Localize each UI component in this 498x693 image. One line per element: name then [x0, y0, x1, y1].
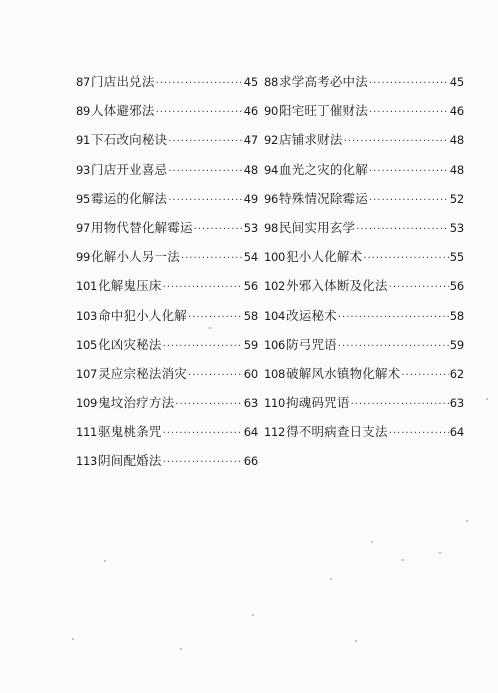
- entry-number: 105: [76, 337, 98, 352]
- leader-dots: [369, 78, 449, 89]
- entry-number: 107: [76, 366, 98, 381]
- entry-title: 霉运的化解法: [91, 190, 168, 206]
- entry-page: 58: [243, 308, 258, 323]
- leader-dots: [344, 136, 449, 147]
- entry-title: 破解风水镇物化解术: [286, 365, 401, 381]
- scan-speck: [439, 552, 441, 554]
- entry-page: 64: [243, 425, 258, 440]
- entry-number: 109: [76, 396, 98, 411]
- entry-number: 102: [264, 279, 286, 294]
- entry-number: 92: [264, 133, 279, 148]
- entry-title: 外邪入体断及化法: [286, 278, 388, 294]
- leader-dots: [369, 195, 449, 206]
- leader-dots: [188, 370, 243, 381]
- leader-dots: [194, 224, 243, 235]
- entry-page: 59: [243, 337, 258, 352]
- leader-dots: [389, 428, 449, 439]
- toc-entry: [76, 422, 258, 451]
- entry-page: 54: [243, 250, 258, 265]
- scan-speck: [252, 614, 254, 616]
- entry-title: 犯小人化解术: [286, 249, 363, 265]
- entry-page: 45: [449, 75, 464, 89]
- scan-speck: [355, 640, 357, 642]
- entry-number: 110: [264, 396, 286, 411]
- leader-dots: [175, 399, 243, 410]
- toc-entry: [76, 218, 258, 247]
- leader-dots: [401, 370, 448, 381]
- toc-entry: [264, 101, 464, 130]
- toc-left-column: [76, 72, 258, 481]
- entry-number: 106: [264, 337, 286, 352]
- scan-speck: [104, 560, 106, 562]
- scan-speck: [180, 648, 182, 650]
- leader-dots: [369, 166, 449, 177]
- toc-entry: [76, 160, 258, 189]
- entry-page: 48: [243, 162, 258, 177]
- entry-title: 得不明病查日支法: [286, 424, 388, 440]
- toc-entry: [76, 101, 258, 130]
- entry-page: 62: [449, 366, 464, 381]
- entry-page: 63: [449, 396, 464, 411]
- toc-entry: [264, 393, 464, 422]
- toc-entry: [264, 247, 464, 276]
- entry-number: 88: [264, 75, 279, 89]
- leader-dots: [369, 107, 449, 118]
- entry-number: 90: [264, 104, 279, 119]
- leader-dots: [188, 312, 243, 323]
- toc-right-column: [264, 72, 464, 451]
- scan-speck: [402, 559, 404, 561]
- toc-entry: [264, 276, 464, 305]
- entry-number: 94: [264, 162, 279, 177]
- toc-entry: [264, 160, 464, 189]
- entry-title: 阳宅旺丁催财法: [279, 103, 368, 119]
- leader-dots: [163, 282, 243, 293]
- entry-page: 53: [449, 220, 464, 235]
- toc-entry: [76, 335, 258, 364]
- entry-title: 人体避邪法: [91, 103, 155, 119]
- entry-number: 93: [76, 162, 91, 177]
- entry-page: 56: [243, 279, 258, 294]
- entry-number: 91: [76, 133, 91, 148]
- leader-dots: [363, 253, 449, 264]
- leader-dots: [389, 282, 449, 293]
- entry-title: 下石改向秘诀: [91, 132, 168, 148]
- entry-number: 101: [76, 279, 98, 294]
- entry-title: 防弓咒语: [286, 336, 337, 352]
- entry-page: 63: [243, 396, 258, 411]
- entry-page: 64: [449, 425, 464, 440]
- entry-page: 48: [449, 133, 464, 148]
- entry-number: 99: [76, 250, 91, 265]
- entry-title: 特殊情况除霉运: [279, 190, 368, 206]
- entry-page: 52: [449, 191, 464, 206]
- leader-dots: [163, 457, 243, 468]
- toc-entry: [76, 451, 258, 480]
- leader-dots: [351, 399, 449, 410]
- scan-speck: [486, 398, 488, 400]
- entry-title: 民间实用玄学: [279, 219, 356, 235]
- leader-dots: [156, 107, 243, 118]
- entry-page: 53: [243, 220, 258, 235]
- entry-title: 阴间配婚法: [98, 453, 162, 469]
- entry-number: 96: [264, 191, 279, 206]
- leader-dots: [181, 253, 243, 264]
- leader-dots: [168, 166, 243, 177]
- toc-entry: [264, 72, 464, 101]
- entry-title: 用物代替化解霉运: [91, 219, 193, 235]
- entry-page: 56: [449, 279, 464, 294]
- entry-page: 46: [449, 104, 464, 119]
- leader-dots: [163, 428, 243, 439]
- entry-page: 47: [243, 133, 258, 148]
- entry-page: 45: [243, 75, 258, 89]
- entry-title: 驱鬼桃条咒: [98, 424, 162, 440]
- entry-page: 55: [449, 250, 464, 265]
- toc-entry: [264, 189, 464, 218]
- entry-title: 门店出兑法: [91, 74, 155, 89]
- entry-title: 鬼坟治疗方法: [98, 395, 175, 411]
- toc-entry: [264, 335, 464, 364]
- entry-title: 求学高考必中法: [279, 74, 368, 89]
- toc-entry: [76, 72, 258, 101]
- leader-dots: [163, 341, 243, 352]
- toc-entry: [76, 189, 258, 218]
- toc-entry: [264, 364, 464, 393]
- entry-title: 门店开业喜忌: [91, 161, 168, 177]
- entry-title: 化解鬼压床: [98, 278, 162, 294]
- toc-entry: [76, 247, 258, 276]
- leader-dots: [338, 312, 449, 323]
- entry-page: 59: [449, 337, 464, 352]
- entry-title: 命中犯小人化解: [98, 307, 187, 323]
- entry-number: 103: [76, 308, 98, 323]
- scan-speck: [330, 578, 332, 580]
- toc-entry: [264, 218, 464, 247]
- leader-dots: [168, 136, 243, 147]
- entry-title: 血光之灾的化解: [279, 161, 368, 177]
- scan-speck: [209, 327, 211, 329]
- entry-title: 化凶灾秘法: [98, 336, 162, 352]
- entry-number: 87: [76, 75, 91, 89]
- entry-page: 66: [243, 454, 258, 469]
- toc-entry: [264, 130, 464, 159]
- entry-number: 95: [76, 191, 91, 206]
- scan-speck: [72, 638, 74, 640]
- toc-entry: [76, 393, 258, 422]
- entry-title: 改运秘术: [286, 307, 337, 323]
- entry-number: 89: [76, 104, 91, 119]
- entry-title: 灵应宗秘法消灾: [98, 365, 187, 381]
- toc-entry: [264, 306, 464, 335]
- entry-number: 97: [76, 220, 91, 235]
- entry-title: 拘魂码咒语: [286, 395, 350, 411]
- entry-page: 48: [449, 162, 464, 177]
- leader-dots: [356, 224, 449, 235]
- leader-dots: [168, 195, 243, 206]
- toc-entry: [76, 276, 258, 305]
- entry-page: 46: [243, 104, 258, 119]
- leader-dots: [156, 78, 243, 89]
- entry-page: 60: [243, 366, 258, 381]
- toc-entry: [76, 306, 258, 335]
- entry-number: 100: [264, 250, 286, 265]
- entry-number: 108: [264, 366, 286, 381]
- entry-number: 111: [76, 425, 98, 440]
- toc-entry: [76, 130, 258, 159]
- entry-title: 店铺求财法: [279, 132, 343, 148]
- toc-entry: [76, 364, 258, 393]
- entry-page: 58: [449, 308, 464, 323]
- scan-speck: [371, 541, 373, 543]
- entry-page: 49: [243, 191, 258, 206]
- entry-number: 112: [264, 425, 286, 440]
- scan-speck: [466, 520, 468, 522]
- entry-title: 化解小人另一法: [91, 249, 180, 265]
- leader-dots: [338, 341, 449, 352]
- entry-number: 104: [264, 308, 286, 323]
- entry-number: 98: [264, 220, 279, 235]
- toc-entry: [264, 422, 464, 451]
- entry-number: 113: [76, 454, 98, 469]
